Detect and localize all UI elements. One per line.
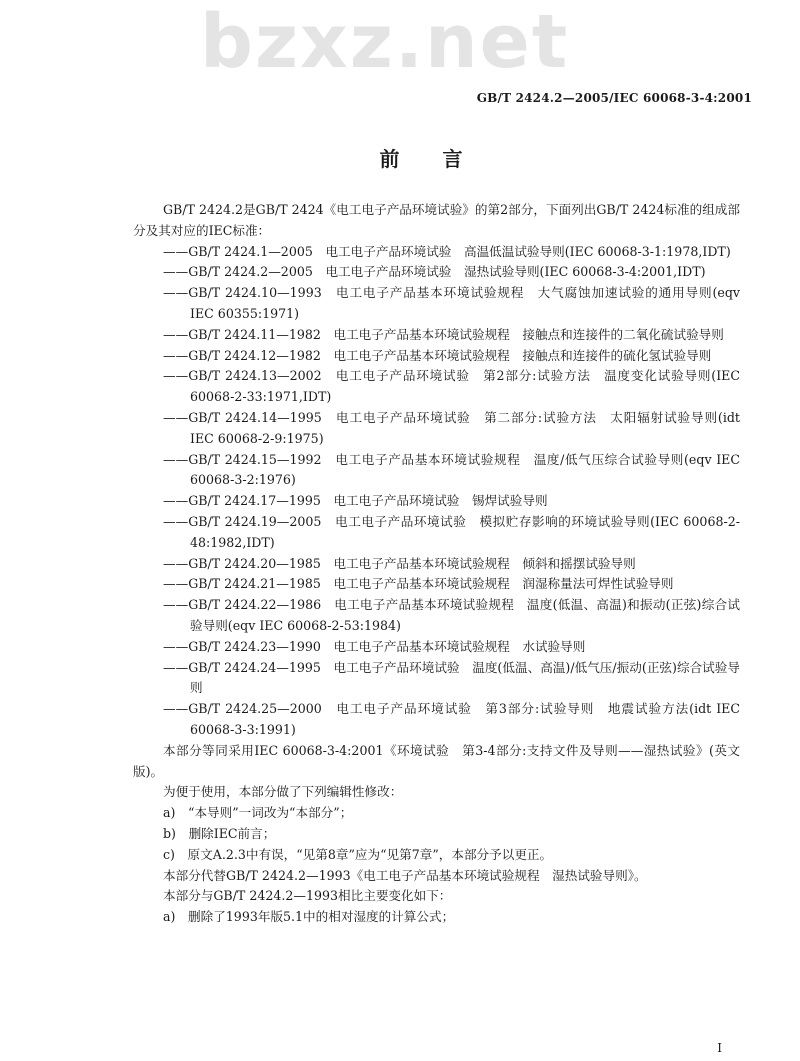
- standard-list-item: ——GB/T 2424.22—1986 电工电子产品基本环境试验规程 温度(低温、高温)和振动(正弦)综合试验导则(eqv IEC 60068-2-53:1984): [163, 597, 740, 633]
- intro-paragraph: GB/T 2424.2是GB/T 2424《电工电子产品环境试验》的第2部分，下面列出GB/T 2424标准的组成部分及其对应的IEC标准：: [133, 202, 740, 238]
- standard-list-item: ——GB/T 2424.12—1982 电工电子产品基本环境试验规程 接触点和连接件的硫化氢试验导则: [163, 347, 712, 363]
- standard-list-item: ——GB/T 2424.17—1995 电工电子产品环境试验 锡焊试验导则: [163, 493, 548, 509]
- standard-list-item: ——GB/T 2424.24—1995 电工电子产品环境试验 温度(低温、高温)/低气压/振动(正弦)综合试验导则: [163, 659, 740, 696]
- standard-list-item: ——GB/T 2424.10—1993 电工电子产品基本环境试验规程 大气腐蚀加速试验的通用导则(eqv IEC 60355:1971): [163, 285, 740, 321]
- standard-list-item: ——GB/T 2424.14—1995 电工电子产品环境试验 第二部分:试验方法 太阳辐射试验导则(idt IEC 60068-2-9:1975): [163, 409, 740, 446]
- standard-list-item: ——GB/T 2424.11—1982 电工电子产品基本环境试验规程 接触点和连接件的二氧化硫试验导则: [163, 326, 724, 342]
- standard-list-item: ——GB/T 2424.21—1985 电工电子产品基本环境试验规程 润湿称量法可焊性试验导则: [163, 576, 674, 592]
- standard-list-item: ——GB/T 2424.19—2005 电工电子产品环境试验 模拟贮存影响的环境试验导则(IEC 60068-2-48:1982,IDT): [163, 513, 740, 550]
- standard-list-item: ——GB/T 2424.13—2002 电工电子产品环境试验 第2部分:试验方法 温度变化试验导则(IEC 60068-2-33:1971,IDT): [163, 368, 740, 405]
- page-number: I: [717, 1041, 722, 1055]
- standard-list-item: ——GB/T 2424.20—1985 电工电子产品基本环境试验规程 倾斜和摇摆试验导则: [163, 555, 636, 571]
- standard-list-item: ——GB/T 2424.25—2000 电工电子产品环境试验 第3部分:试验导则 地震试验方法(idt IEC 60068-3-3:1991): [163, 701, 740, 737]
- standard-list-item: ——GB/T 2424.23—1990 电工电子产品基本环境试验规程 水试验导则: [163, 638, 586, 654]
- replaces-paragraph: 本部分代替GB/T 2424.2—1993《电工电子产品基本环境试验规程 湿热试验导则》。: [163, 867, 647, 883]
- foreword-body: [133, 200, 740, 928]
- standard-list-item: ——GB/T 2424.15—1992 电工电子产品基本环境试验规程 温度/低气压综合试验导则(eqv IEC 60068-3-2:1976): [163, 451, 740, 488]
- edit-item: c) 原文A.2.3中有误，“见第8章”应为“见第7章”，本部分予以更正。: [163, 846, 553, 862]
- edit-item: a) “本导则”一词改为“本部分”；: [163, 805, 353, 821]
- page-title: 前 言: [379, 147, 481, 171]
- change-item: a) 删除了1993年版5.1中的相对湿度的计算公式；: [163, 909, 455, 925]
- standard-list-item: ——GB/T 2424.1—2005 电工电子产品环境试验 高温低温试验导则(IEC 60068-3-1:1978,IDT): [163, 243, 731, 259]
- edits-intro: 为便于使用，本部分做了下列编辑性修改：: [163, 784, 403, 800]
- watermark: bzxz.net: [200, 0, 570, 85]
- adoption-paragraph: 本部分等同采用IEC 60068-3-4:2001《环境试验 第3-4部分:支持文件及导则——湿热试验》(英文版)。: [133, 742, 740, 779]
- changes-intro: 本部分与GB/T 2424.2—1993相比主要变化如下：: [163, 888, 452, 904]
- standard-list-item: ——GB/T 2424.2—2005 电工电子产品环境试验 湿热试验导则(IEC 60068-3-4:2001,IDT): [163, 264, 706, 280]
- edit-item: b) 删除IEC前言；: [163, 825, 276, 841]
- standard-number-header: GB/T 2424.2—2005/IEC 60068-3-4:2001: [476, 91, 752, 105]
